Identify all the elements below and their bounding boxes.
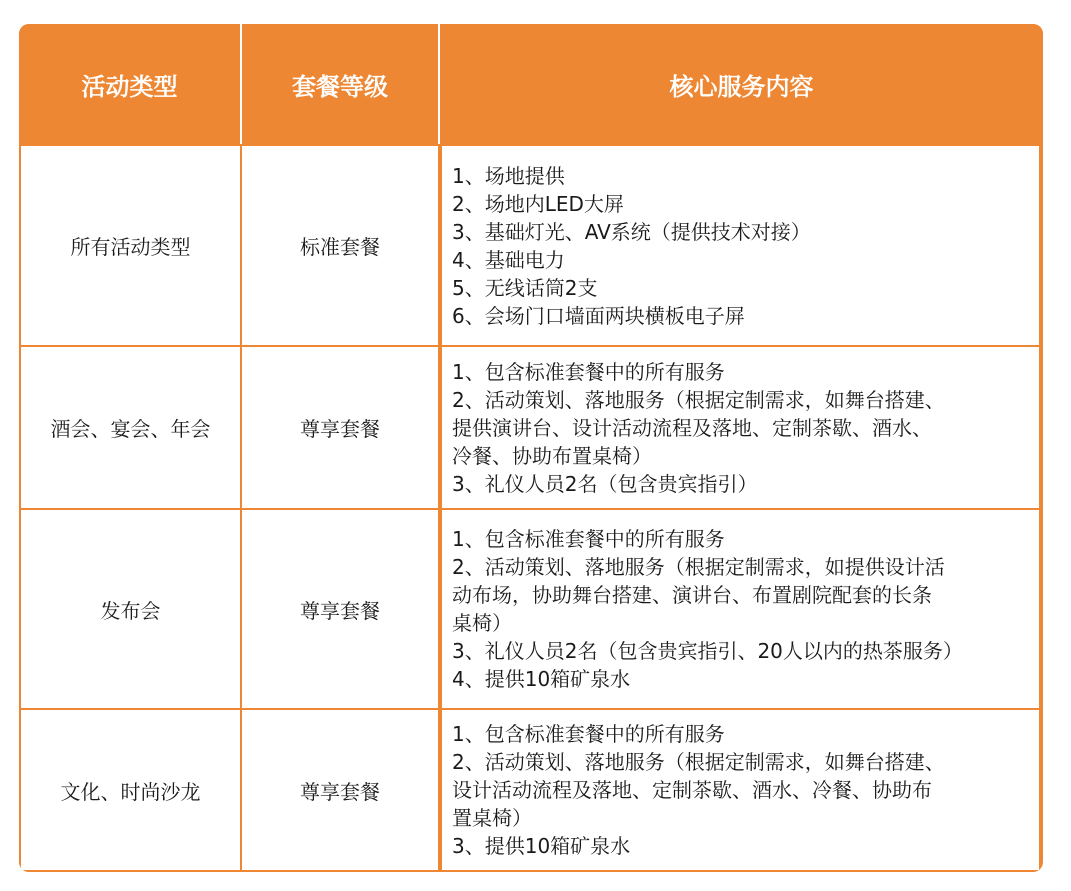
table-header <box>19 24 1043 144</box>
services-table <box>19 24 1043 872</box>
cell-services <box>442 510 1039 708</box>
table-row <box>19 710 1043 870</box>
service-line: 4、基础电力 <box>452 247 565 272</box>
service-line: 4、提供10箱矿泉水 <box>452 667 631 691</box>
service-line: 设计活动流程及落地、定制茶歇、酒水、冷餐、协助布 <box>452 778 932 802</box>
service-line: 5、无线话筒2支 <box>452 275 598 300</box>
service-line: 2、活动策划、落地服务（根据定制需求，如提供设计活 <box>452 555 945 579</box>
header-package-level: 套餐等级 <box>242 24 438 144</box>
header-core-services: 核心服务内容 <box>440 24 1043 144</box>
table-row <box>19 347 1043 508</box>
header-divider <box>438 24 440 144</box>
cell-package-level: 尊享套餐 <box>242 347 438 508</box>
service-line: 桌椅） <box>452 611 512 635</box>
table-row <box>19 510 1043 708</box>
cell-services <box>442 146 1039 345</box>
service-line: 1、包含标准套餐中的所有服务 <box>452 527 725 551</box>
service-line: 3、礼仪人员2名（包含贵宾指引） <box>452 471 758 496</box>
cell-activity-type: 酒会、宴会、年会 <box>21 347 240 508</box>
service-line: 提供演讲台、设计活动流程及落地、定制茶歇、酒水、 <box>452 415 932 440</box>
service-line: 置桌椅） <box>452 806 532 830</box>
service-line: 3、基础灯光、AV系统（提供技术对接） <box>452 219 811 244</box>
cell-services <box>442 710 1039 870</box>
cell-package-level: 标准套餐 <box>242 146 438 345</box>
service-line: 2、活动策划、落地服务（根据定制需求，如舞台搭建、 <box>452 750 945 774</box>
service-line: 2、场地内LED大屏 <box>452 191 624 216</box>
service-line: 动布场，协助舞台搭建、演讲台、布置剧院配套的长条 <box>452 583 932 607</box>
service-line: 1、场地提供 <box>452 163 565 188</box>
cell-package-level: 尊享套餐 <box>242 710 438 870</box>
header-activity-type: 活动类型 <box>19 24 240 144</box>
service-line: 6、会场门口墙面两块横板电子屏 <box>452 303 745 328</box>
cell-services <box>442 347 1039 508</box>
service-line: 冷餐、协助布置桌椅） <box>452 443 652 468</box>
service-line: 1、包含标准套餐中的所有服务 <box>452 359 725 384</box>
table-body <box>19 146 1043 872</box>
service-line: 2、活动策划、落地服务（根据定制需求，如舞台搭建、 <box>452 387 945 412</box>
service-line: 3、提供10箱矿泉水 <box>452 834 631 858</box>
header-divider <box>240 24 242 144</box>
service-line: 3、礼仪人员2名（包含贵宾指引、20人以内的热茶服务） <box>452 639 963 663</box>
table-row <box>19 146 1043 345</box>
cell-package-level: 尊享套餐 <box>242 510 438 708</box>
cell-activity-type: 文化、时尚沙龙 <box>21 710 240 870</box>
service-line: 1、包含标准套餐中的所有服务 <box>452 722 725 746</box>
cell-activity-type: 所有活动类型 <box>21 146 240 345</box>
cell-activity-type: 发布会 <box>21 510 240 708</box>
